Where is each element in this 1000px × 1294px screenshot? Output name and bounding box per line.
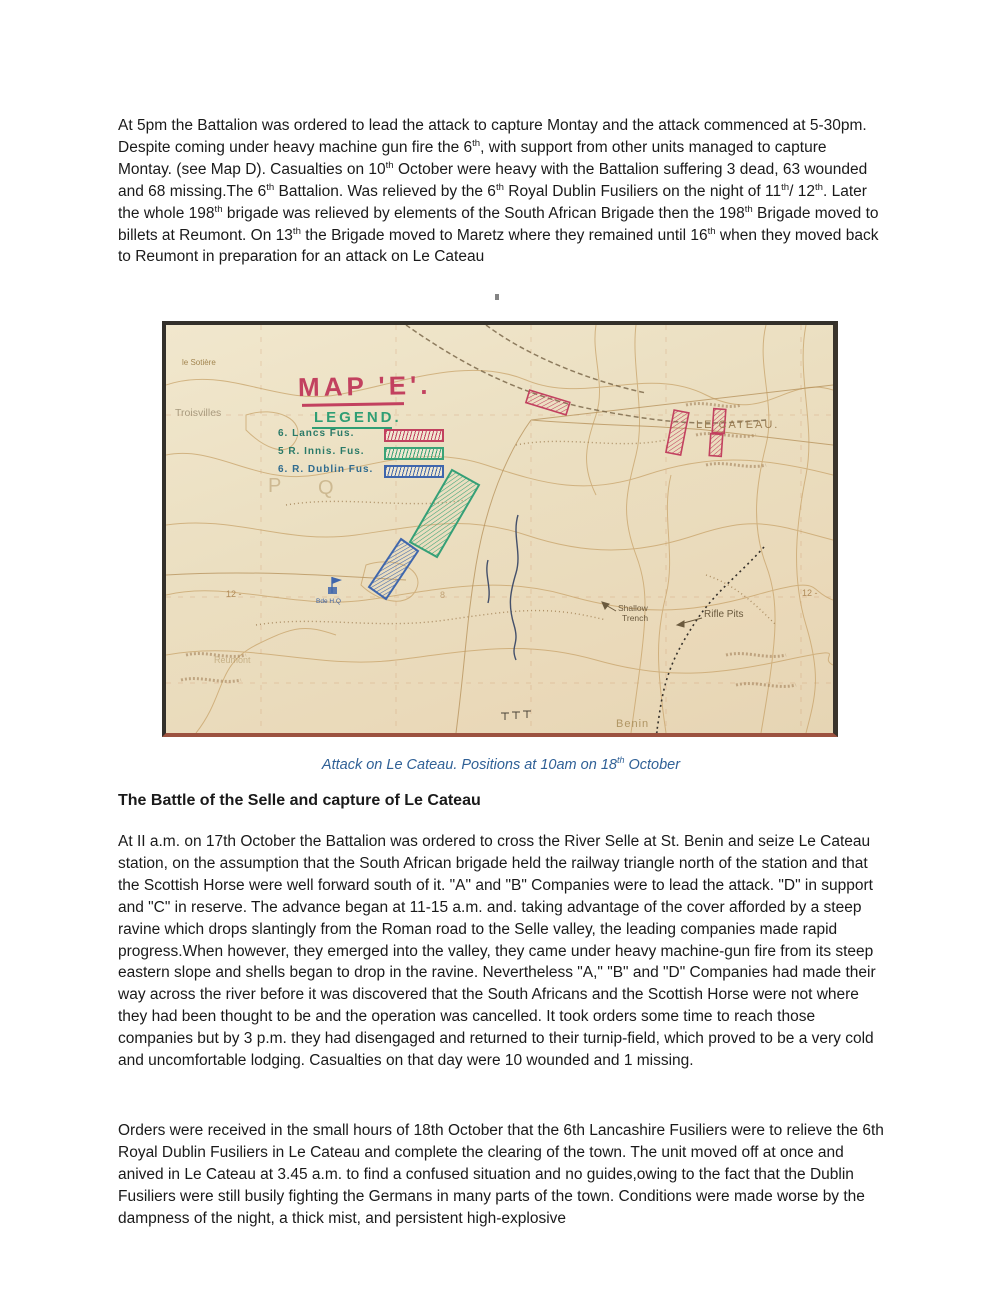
map-grid-letter-q: Q xyxy=(318,477,334,499)
map-e-image xyxy=(162,321,838,737)
map-legend-title: LEGEND. xyxy=(314,409,402,426)
unit-marker-lancs-2 xyxy=(666,410,689,455)
paragraph-montay-attack: At 5pm the Battalion was ordered to lead the attack to capture Montay and the attack commenced at 5-30pm. Despite coming under heavy machine gun fire the 6th, with support from other units managed to capture Montay. (see Map D). Casualties on 10th October were heavy with the Battalion suffering 3 dead, 63 wounded and 68 missing.The 6th Battalion. Was relieved by the 6th Royal Dublin Fusiliers on the night of 11th/ 12th. Later the whole 198th brigade was relieved by elements of the South African Brigade then the 198th Brigade moved to billets at Reumont. On 13th the Brigade moved to Maretz where they remained until 16th when they moved back to Reumont in preparation for an attack on Le Cateau xyxy=(118,117,879,266)
map-label-reumont: Reumont xyxy=(214,655,251,665)
map-label-trench: Trench xyxy=(622,613,649,623)
rifle-pits-arrow xyxy=(677,618,702,627)
legend-swatch-lancs xyxy=(384,429,444,442)
map-label-le-cateau: LE CATEAU. xyxy=(696,419,780,431)
unit-marker-innis xyxy=(410,470,479,557)
map-contour-lines xyxy=(166,325,833,733)
map-village-clusters xyxy=(181,404,796,687)
map-caption: Attack on Le Cateau. Positions at 10am on 18th October xyxy=(321,755,681,773)
legend-item-lancs: 6. Lancs Fus. xyxy=(278,428,355,439)
map-label-rifle-pits: Rifle Pits xyxy=(704,609,744,620)
section-heading: The Battle of the Selle and capture of Le Cateau xyxy=(118,792,481,809)
map-title: MAP 'E'. xyxy=(297,369,432,403)
legend-item-innis: 5 R. Innis. Fus. xyxy=(278,446,365,457)
legend-item-dublin: 6. R. Dublin Fus. xyxy=(278,464,374,475)
map-trench-dotted-line xyxy=(657,547,764,733)
brigade-hq-flag-icon xyxy=(328,577,342,594)
map-grid-lines xyxy=(166,325,833,733)
map-label-sotiere: le Sotière xyxy=(182,358,216,367)
unit-marker-lancs-1 xyxy=(526,390,570,415)
legend-swatch-dublin xyxy=(384,465,444,478)
shallow-trench-arrow xyxy=(602,602,616,611)
map-label-benin: Benin xyxy=(616,718,650,730)
map-grid-number-right: 12 - xyxy=(802,588,818,598)
paragraph-selle-battle: At II a.m. on 17th October the Battalion was ordered to cross the River Selle at St. Benin and seize Le Cateau station, on the assumption that the South African brigade held the railway triangle north of the station and that the Scottish Horse were well forward south of it. "A" and "B" Companies were to lead the attack. "D" in support and "C" in reserve. The advance began at 11-15 a.m. and. taking advantage of the cover afforded by a steep ravine which drops slantingly from the Roman road to the Selle valley, the leading companies made rapid progress.When however, they emerged into the valley, they came under heavy machine-gun fire from its steep eastern slope and shells began to drop in the ravine. Nevertheless "A," "B" and "D" Companies had made their way across the river before it was discovered that the South Africans and the Scottish Horse were not where they had been thought to be and the operation was cancelled. It took orders some time to reach those companies but by 3 p.m. they had disengaged and returned to their turnip-field, which proved to be a very cold and uncomfortable lodging. Casualties on that day were 10 wounded and 1 missing. xyxy=(118,833,876,1070)
map-label-shallow: Shallow xyxy=(618,603,648,613)
map-label-bde-hq: Bde H.Q xyxy=(316,598,341,605)
map-railway xyxy=(406,325,766,423)
map-label-troisvilles: Troisvilles xyxy=(175,407,222,419)
map-grid-number-mid: 8 xyxy=(440,590,446,600)
paragraph-orders-18th: Orders were received in the small hours of 18th October that the 6th Lancashire Fusiliers were to relieve the 6th Royal Dublin Fusiliers in Le Cateau and complete the clearing of the town. The unit moved off at once and anived in Le Cateau at 3.45 a.m. to find a confused situation and no guides,owing to the fact that the Dublin Fusiliers were still busily fighting the Germans in many parts of the town. Conditions were made worse by the dampness of the night, a thick mist, and persistent high-explosive xyxy=(118,1122,884,1227)
legend-swatch-innis xyxy=(384,447,444,460)
map-grid-letter-p: P xyxy=(268,475,282,497)
map-e-inner xyxy=(166,325,833,733)
map-grid-number-left: 12 - xyxy=(226,589,242,599)
scan-artifact-dot xyxy=(495,294,499,300)
map-river-selle xyxy=(487,515,518,660)
map-tally-marks xyxy=(501,711,531,720)
unit-marker-lancs-4 xyxy=(709,434,723,457)
map-decoration-layer xyxy=(166,325,833,733)
